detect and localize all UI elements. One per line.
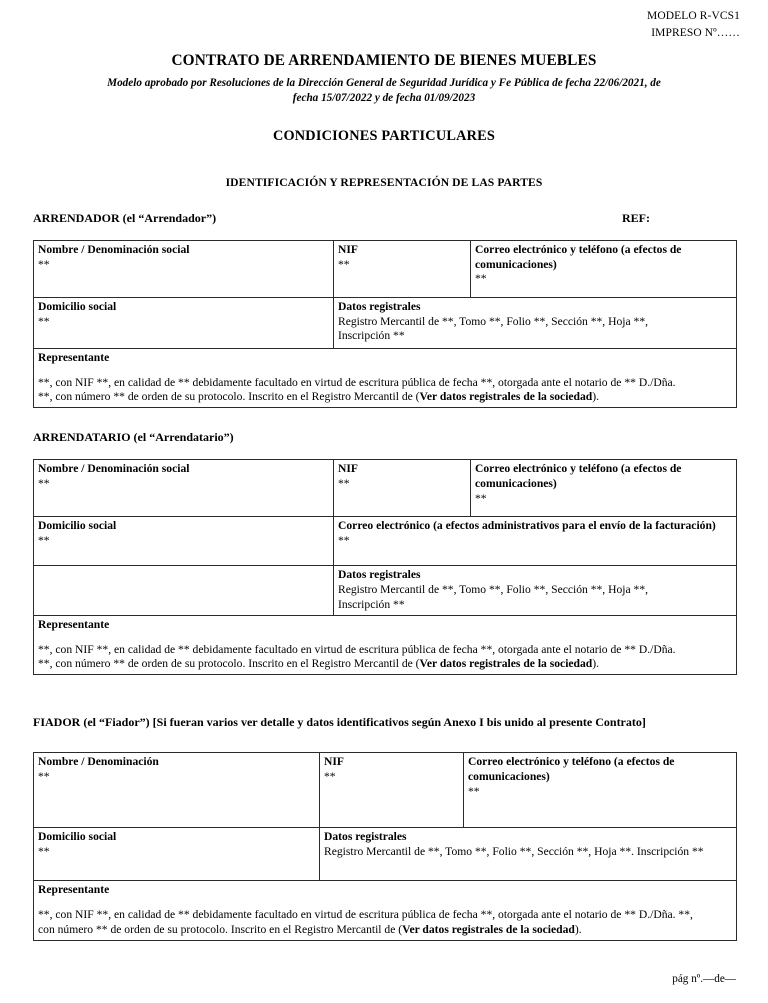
fiador-heading [33,715,646,730]
arrendador-rep-bold: Ver datos registrales de la sociedad [419,390,593,404]
arrendatario-registral-line-1: Registro Mercantil de **, Tomo **, Folio **, Sección **, Hoja **, [338,583,649,597]
fiador-representante-cell[interactable] [34,881,737,940]
subsection-title: IDENTIFICACIÓN Y REPRESENTACIÓN DE LAS PARTES [225,175,543,189]
table-row [34,753,737,828]
arrendador-address-label: Domicilio social [38,299,117,313]
fiador-table [33,752,737,940]
arrendador-name-value: ** [38,257,50,271]
fiador-name-value: ** [38,770,50,784]
table-row [34,348,737,407]
arrendatario-address-value: ** [38,534,50,548]
arrendador-rep-line-2b: ). [592,390,600,404]
arrendatario-table-wrap [0,459,768,675]
table-row [34,566,737,615]
arrendatario-rep-line-1: **, con NIF **, en calidad de ** debidamente facultado en virtud de escritura pública de fecha **, otorgada ante el notario de ** D./Dña. [38,642,676,656]
arrendador-name-label: Nombre / Denominación social [38,242,190,256]
fiador-address-cell[interactable] [34,828,320,881]
arrendatario-address-label: Domicilio social [38,519,117,533]
arrendatario-name-label: Nombre / Denominación social [38,462,190,476]
arrendatario-representante-label: Representante [38,617,110,631]
fiador-nif-label: NIF [324,755,344,769]
arrendatario-heading-text: ARRENDATARIO (el “Arrendatario”) [33,430,234,445]
fiador-address-label: Domicilio social [38,830,117,844]
arrendador-registral-line-1: Registro Mercantil de **, Tomo **, Folio **, Sección **, Hoja **, [338,314,649,328]
arrendatario-rep-bold: Ver datos registrales de la sociedad [419,657,593,671]
arrendatario-heading-row [0,430,768,445]
arrendador-address-cell[interactable] [34,297,334,348]
arrendatario-nif-cell[interactable] [334,460,471,517]
fiador-representante-label: Representante [38,883,110,897]
arrendatario-rep-line-2b: ). [592,657,600,671]
arrendatario-email-admin-cell[interactable] [334,517,737,566]
arrendatario-representante-body [38,643,732,673]
document-header [647,8,740,41]
arrendador-registral-cell[interactable] [334,297,737,348]
arrendatario-registral-label: Datos registrales [338,568,421,582]
subtitle-line-2: fecha 15/07/2022 y de fecha 01/09/2023 [292,91,476,104]
arrendador-email-phone-value: ** [475,272,487,286]
fiador-email-phone-label: Correo electrónico y teléfono (a efectos de comunicaciones) [468,755,675,784]
document-subtitle [84,76,684,106]
arrendador-nif-value: ** [338,257,350,271]
fiador-name-cell[interactable] [34,753,320,828]
arrendador-heading-row [0,211,768,226]
fiador-table-wrap [0,752,768,940]
arrendador-rep-line-1: **, con NIF **, en calidad de ** debidamente facultado en virtud de escritura pública de fecha **, otorgada ante el notario de ** D./Dña. [38,375,676,389]
arrendador-representante-body [38,376,732,406]
table-row [34,615,737,674]
arrendador-name-cell[interactable] [34,240,334,297]
arrendatario-representante-cell[interactable] [34,615,737,674]
arrendador-heading [33,211,216,226]
fiador-heading-text: FIADOR (el “Fiador”) [Si fueran varios ver detalle y datos identificativos según Anexo I bis unido al presente Contrato] [33,715,646,730]
fiador-registral-line-1: Registro Mercantil de **, Tomo **, Folio **, Sección **, Hoja **. Inscripción ** [324,845,704,859]
fiador-rep-bold: Ver datos registrales de la sociedad [402,922,575,936]
ref-label: REF: [622,210,650,225]
fiador-rep-line-2a: con número ** de orden de su protocolo. Inscrito en el Registro Mercantil de ( [38,922,403,936]
impreso-number: IMPRESO Nº…… [651,26,740,39]
fiador-email-phone-cell[interactable] [464,753,737,828]
arrendatario-email-phone-label: Correo electrónico y teléfono (a efectos de comunicaciones) [475,462,682,491]
arrendador-nif-label: NIF [338,242,358,256]
fiador-registral-cell[interactable] [320,828,737,881]
arrendatario-nif-value: ** [338,477,350,491]
fiador-name-label: Nombre / Denominación [38,755,159,769]
table-row [34,240,737,297]
section-title: CONDICIONES PARTICULARES [272,127,496,144]
table-row [34,828,737,881]
fiador-rep-line-2b: ). [574,922,582,936]
arrendatario-name-cell[interactable] [34,460,334,517]
subtitle-line-1: Modelo aprobado por Resoluciones de la Dirección General de Seguridad Jurídica y Fe Pública de fecha 22/06/2021, de [107,77,661,89]
arrendador-rep-line-2a: **, con número ** de orden de su protocolo. Inscrito en el Registro Mercantil de ( [38,390,420,404]
table-row [34,297,737,348]
arrendatario-heading [33,430,234,445]
table-row [34,460,737,517]
fiador-representante-body [38,908,732,938]
arrendatario-email-admin-value: ** [338,534,350,548]
fiador-nif-cell[interactable] [320,753,464,828]
arrendador-registral-line-2: Inscripción ** [338,329,405,343]
arrendador-email-phone-label: Correo electrónico y teléfono (a efectos de comunicaciones) [475,242,682,271]
fiador-nif-value: ** [324,770,336,784]
fiador-address-value: ** [38,845,50,859]
arrendatario-empty-cell[interactable] [34,566,334,615]
arrendador-representante-label: Representante [38,350,110,364]
table-row [34,881,737,940]
arrendatario-email-phone-cell[interactable] [471,460,737,517]
arrendatario-rep-line-2a: **, con número ** de orden de su protocolo. Inscrito en el Registro Mercantil de ( [38,657,420,671]
arrendatario-registral-line-2: Inscripción ** [338,597,405,611]
table-row [34,517,737,566]
arrendatario-email-phone-value: ** [475,491,487,505]
fiador-email-phone-value: ** [468,784,480,798]
arrendador-registral-label: Datos registrales [338,299,421,313]
model-number: MODELO R-VCS1 [647,10,740,22]
arrendatario-table [33,459,737,675]
arrendador-heading-text: ARRENDADOR (el “Arrendador”) [33,210,217,225]
fiador-registral-label: Datos registrales [324,830,407,844]
arrendador-table [33,240,737,408]
arrendatario-address-cell[interactable] [34,517,334,566]
arrendatario-name-value: ** [38,477,50,491]
page-title: CONTRATO DE ARRENDAMIENTO DE BIENES MUEBLES [171,52,597,69]
arrendador-representante-cell[interactable] [34,348,737,407]
arrendador-email-phone-cell[interactable] [471,240,737,297]
arrendador-address-value: ** [38,314,50,328]
arrendatario-registral-cell[interactable] [334,566,737,615]
arrendatario-email-admin-label: Correo electrónico (a efectos administrativos para el envío de la facturación) [338,519,716,533]
arrendador-table-wrap [0,240,768,408]
arrendador-nif-cell[interactable] [334,240,471,297]
arrendatario-nif-label: NIF [338,462,358,476]
page-footer: pág nº.—de— [672,973,736,985]
fiador-heading-row [0,715,768,730]
fiador-rep-line-1: **, con NIF **, en calidad de ** debidamente facultado en virtud de escritura pública de fecha **, otorgada ante el notario de ** D./Dña. **, [38,908,693,922]
